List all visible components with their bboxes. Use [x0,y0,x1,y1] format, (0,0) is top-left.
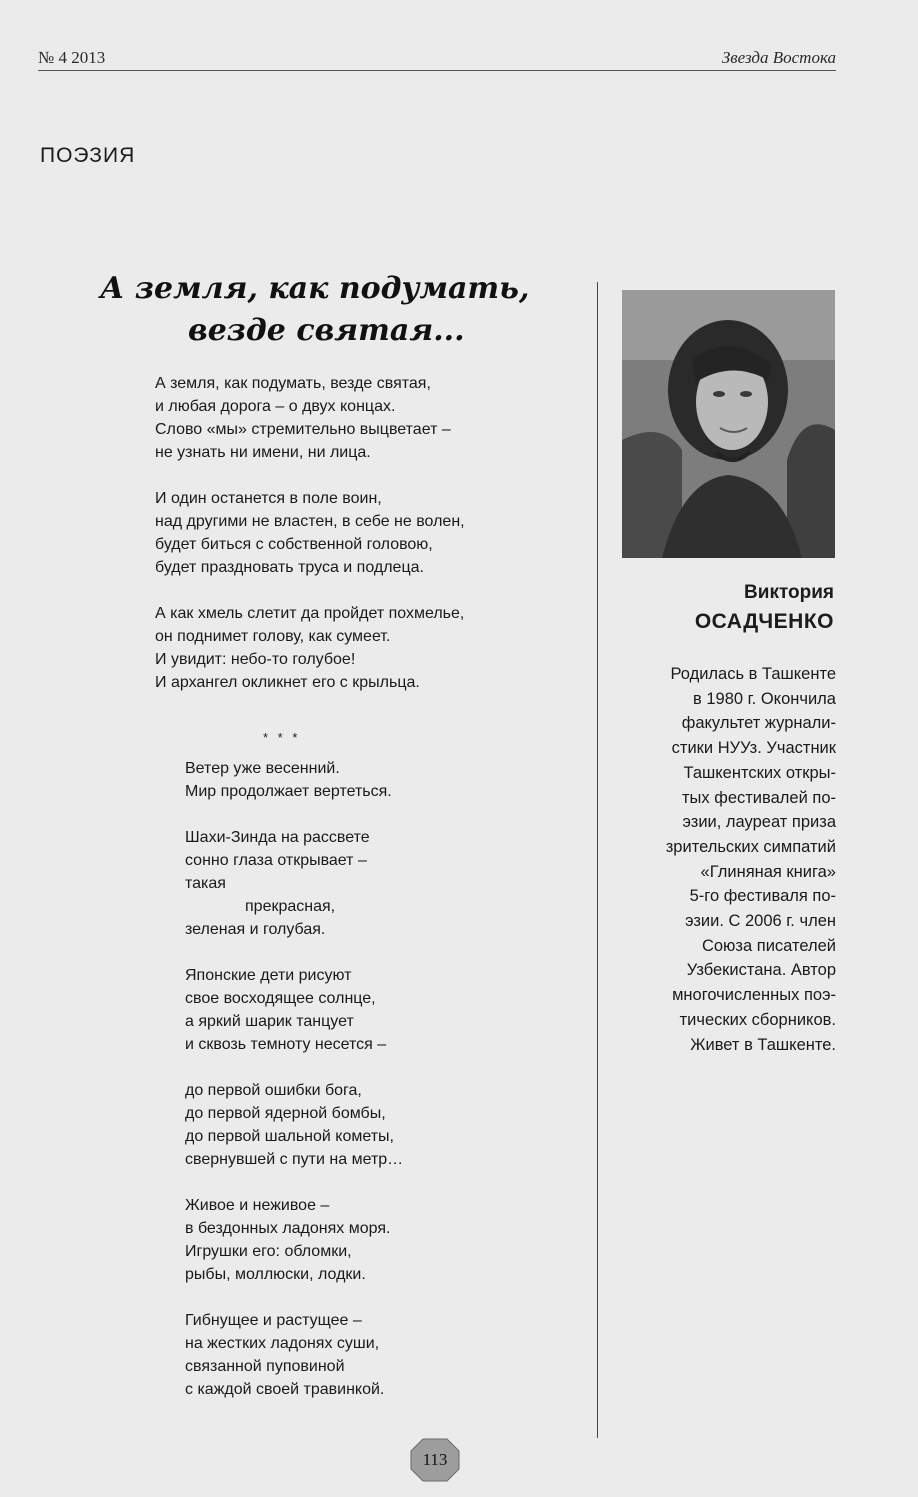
header-rule [38,70,836,71]
stanza [185,757,403,803]
column-divider [597,282,598,1438]
poem-line: до первой шальной кометы, [185,1128,394,1145]
title-line-2: везде святая... [188,313,465,348]
author-bio [614,662,836,1057]
author-portrait-image [622,290,835,558]
bio-line: тических сборников. [679,1010,836,1029]
poem-line: Японские дети рисуют [185,967,352,984]
poem-line: и сквозь темноту несется – [185,1036,387,1053]
poem-separator: * * * [263,730,301,745]
poem-2 [185,757,403,1424]
poem-line: сонно глаза открывает – [185,852,367,869]
poem-line: Живое и неживое – [185,1197,330,1214]
poem-line: будет биться с собственной головою, [155,536,433,553]
bio-line: факультет журнали- [681,714,836,733]
poem-line: прекрасная, [245,898,336,915]
poem-line: связанной пуповиной [185,1358,345,1375]
poem-line: Мир продолжает вертеться. [185,783,392,800]
poem-1 [155,372,465,717]
poem-line: Шахи-Зинда на рассвете [185,829,370,846]
poem-line: Слово «мы» стремительно выцветает – [155,421,451,438]
page-number: 113 [422,1450,448,1469]
bio-line: Союза писателей [701,936,836,955]
author-last-name: ОСАДЧЕНКО [694,610,834,633]
bio-line: Родилась в Ташкенте [670,665,836,683]
bio-line: многочисленных поэ- [672,986,836,1005]
stanza [155,487,465,579]
stanza [155,372,465,464]
bio-line: зрительских симпатий [665,837,836,856]
poem-line: И архангел окликнет его с крыльца. [155,674,420,691]
poem-line: А как хмель слетит да пройдет похмелье, [155,605,465,622]
bio-line: в 1980 г. Окончила [693,689,836,708]
poem-line: а яркий шарик танцует [185,1013,354,1030]
bio-line: стики НУУз. Участник [671,739,836,758]
poem-line: с каждой своей травинкой. [185,1381,385,1398]
bio-line: Живет в Ташкенте. [690,1035,836,1054]
poem-line: Гибнущее и растущее – [185,1312,362,1329]
poem-line: рыбы, моллюски, лодки. [185,1266,366,1283]
journal-name: Звезда Востока [721,48,836,67]
stanza [185,826,403,941]
page-number-badge [409,1437,461,1483]
poem-line: не узнать ни имени, ни лица. [155,444,371,461]
bio-line: «Глиняная книга» [700,862,836,881]
bio-line: эзии. С 2006 г. член [685,912,836,931]
stanza [185,1194,403,1286]
issue-number: № 4 2013 [38,48,106,67]
bio-line: Узбекистана. Автор [686,961,836,980]
poem-line: свернувшей с пути на метр… [185,1151,404,1168]
title-line-1: А земля, как подумать, [100,271,530,306]
poem-line: Ветер уже весенний. [185,760,340,777]
bio-line: Ташкентских откры- [683,763,836,782]
stanza [185,964,403,1056]
poem-line: И один останется в поле воин, [155,490,382,507]
bio-line: 5-го фестиваля по- [689,887,836,906]
poem-line: и любая дорога – о двух концах. [155,398,396,415]
poem-line: на жестких ладонях суши, [185,1335,380,1352]
poem-line: он поднимет голову, как сумеет. [155,628,391,645]
poem-title [100,268,580,352]
poem-line: над другими не властен, в себе не волен, [155,513,465,530]
stanza [185,1309,403,1401]
poem-line: будет праздновать труса и подлеца. [155,559,424,576]
bio-line: эзии, лауреат приза [682,813,836,832]
poem-line: в бездонных ладонях моря. [185,1220,391,1237]
bio-line: тых фестивалей по- [682,788,836,807]
poem-line: такая [185,875,226,892]
poem-line: свое восходящее солнце, [185,990,376,1007]
poem-line: до первой ядерной бомбы, [185,1105,386,1122]
author-first-name: Виктория [744,582,834,603]
poem-line: А земля, как подумать, везде святая, [155,375,431,392]
poem-line: зеленая и голубая. [185,921,326,938]
poem-line: И увидит: небо-то голубое! [155,651,356,668]
author-photo [622,290,835,558]
poem-line: Игрушки его: обломки, [185,1243,352,1260]
stanza [155,602,465,694]
stanza [185,1079,403,1171]
poem-line: до первой ошибки бога, [185,1082,362,1099]
section-label: ПОЭЗИЯ [40,144,136,167]
